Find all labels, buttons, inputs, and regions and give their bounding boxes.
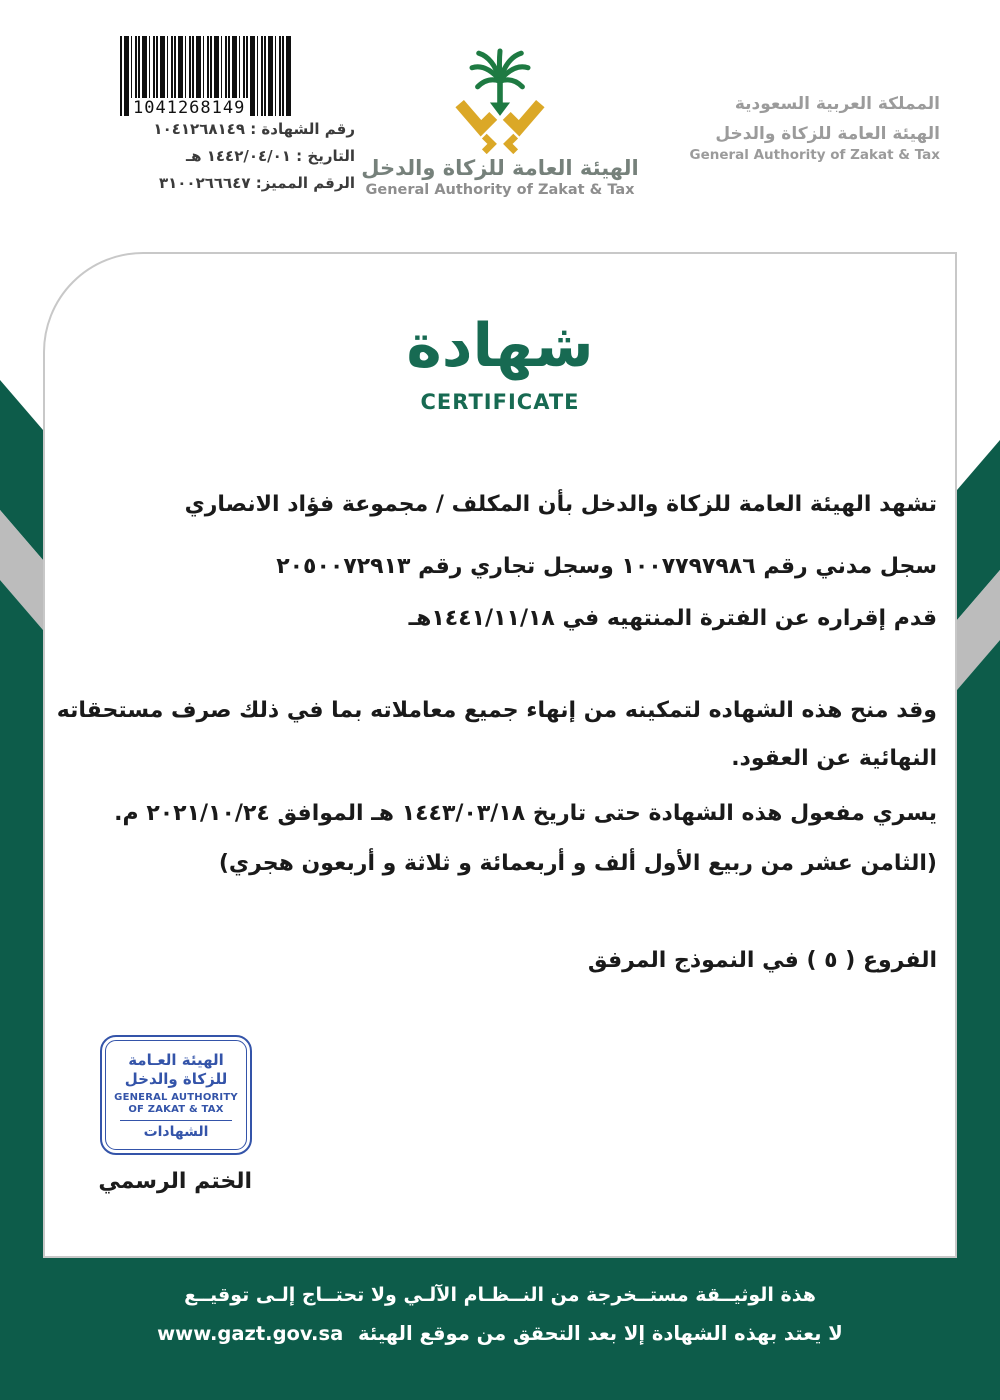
stamp-authority-ar-1: الهيئة العـامة bbox=[128, 1050, 224, 1069]
page-footer bbox=[0, 1258, 1000, 1400]
stamp-authority-en-1: GENERAL AUTHORITY bbox=[114, 1091, 238, 1103]
body-line-taxpayer: تشهد الهيئة العامة للزكاة والدخل بأن المكلف / مجموعة فؤاد الانصاري bbox=[184, 492, 937, 517]
left-stripe-band bbox=[0, 380, 43, 1400]
certificate-title-en: CERTIFICATE bbox=[420, 390, 580, 414]
body-line-registries: سجل مدني رقم ١٠٠٧٧٩٧٩٨٦ وسجل تجاري رقم ٢٠٥٠٠٧٢٩١٣ bbox=[276, 554, 937, 579]
body-line-grant-1: وقد منح هذه الشهاده لتمكينه من إنهاء جميع معاملاته بما في ذلك صرف مستحقاته bbox=[56, 698, 937, 723]
official-stamp bbox=[100, 1035, 252, 1155]
kingdom-block bbox=[690, 94, 940, 163]
footer-line-1: هذة الوثيــقة مستــخرجة من النــظـام الآلـي ولا تحتــاج إلـى توقيــع bbox=[184, 1284, 816, 1306]
stamp-caption: الختم الرسمي bbox=[98, 1169, 252, 1194]
barcode bbox=[120, 36, 292, 116]
body-line-period: قدم إقراره عن الفترة المنتهيه في ١٤٤١/١١/١٨هـ bbox=[408, 606, 937, 631]
logo-title-ar: الهيئة العامة للزكاة والدخل bbox=[361, 156, 639, 180]
certificate-number: رقم الشهادة : ١٠٤١٢٦٨١٤٩ bbox=[153, 120, 355, 138]
kingdom-line-2: الهيئة العامة للزكاة والدخل bbox=[715, 124, 940, 144]
palm-tree-icon bbox=[340, 42, 660, 154]
stamp-department: الشهادات bbox=[143, 1123, 209, 1140]
issue-date: التاريخ : ١٤٤٢/٠٤/٠١ هـ bbox=[185, 147, 355, 165]
footer-line-2-text: لا يعتد بهذه الشهادة إلا بعد التحقق من موقع الهيئة bbox=[358, 1322, 843, 1345]
official-stamp-inner bbox=[105, 1040, 247, 1150]
certificate-card bbox=[43, 252, 957, 1258]
stamp-authority-ar-2: للزكاة والدخل bbox=[124, 1069, 228, 1088]
doc-meta bbox=[153, 116, 355, 197]
kingdom-line-3: General Authority of Zakat & Tax bbox=[689, 147, 940, 163]
stamp-authority-en-2: OF ZAKAT & TAX bbox=[128, 1103, 224, 1115]
distinguished-number: الرقم المميز: ٣١٠٠٢٦٦٦٤٧ bbox=[158, 174, 355, 192]
body-line-grant-2: النهائية عن العقود. bbox=[731, 746, 937, 771]
stamp-authority-en bbox=[114, 1092, 238, 1116]
body-line-validity-hijri: (الثامن عشر من ربيع الأول ألف و أربعمائة و ثلاثة و أربعون هجري) bbox=[218, 851, 937, 876]
kingdom-line-1: المملكة العربية السعودية bbox=[734, 94, 940, 114]
footer-url: www.gazt.gov.sa bbox=[157, 1322, 344, 1345]
branches-line: الفروع ( ٥ ) في النموذج المرفق bbox=[587, 948, 937, 973]
footer-line-2 bbox=[0, 1322, 1000, 1345]
body-line-validity: يسري مفعول هذه الشهادة حتى تاريخ ١٤٤٣/٠٣/١٨ هـ الموافق ٢٠٢١/١٠/٢٤ م. bbox=[114, 801, 937, 826]
logo-title-en: General Authority of Zakat & Tax bbox=[365, 182, 635, 198]
stamp-divider bbox=[120, 1120, 232, 1121]
gazt-logo bbox=[340, 42, 660, 198]
certificate-title-ar: شهادة bbox=[406, 311, 594, 381]
barcode-number: 1041268149 bbox=[130, 98, 248, 118]
right-stripe-band bbox=[957, 440, 1000, 1400]
